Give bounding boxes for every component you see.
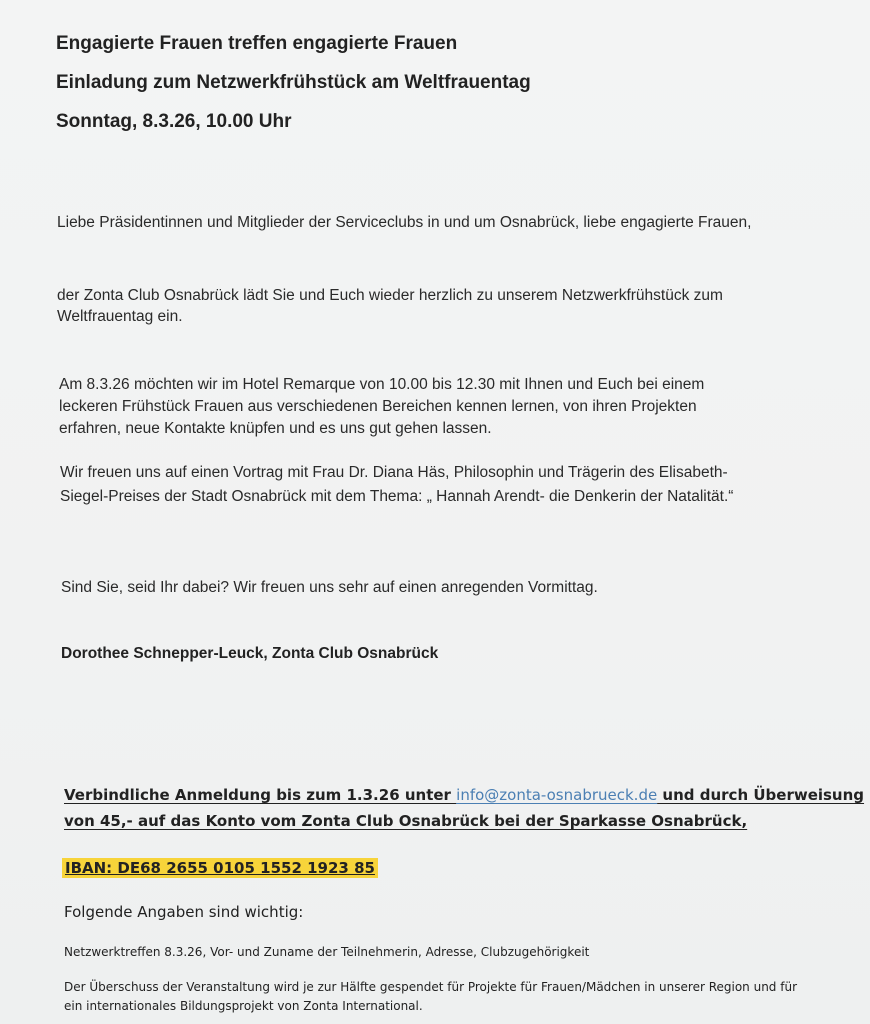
paragraph-invitation-line-2: Weltfrauentag ein. <box>57 308 183 325</box>
heading-subtitle: Einladung zum Netzwerkfrühstück am Weltfrauentag <box>56 72 531 93</box>
paragraph-lecture-line-2: Siegel-Preises der Stadt Osnabrück mit dem Thema: „ Hannah Arendt- die Denkerin der Natalität.“ <box>60 488 734 505</box>
paragraph-invitation-line-1: der Zonta Club Osnabrück lädt Sie und Euch wieder herzlich zu unserem Netzwerkfrühstück zum <box>57 287 723 304</box>
paragraph-event-line-2: leckeren Frühstück Frauen aus verschiedenen Bereichen kennen lernen, von ihren Projekten <box>59 398 697 415</box>
greeting-text: Liebe Präsidentinnen und Mitglieder der Serviceclubs in und um Osnabrück, liebe engagierte Frauen, <box>57 214 752 231</box>
paragraph-event-line-3: erfahren, neue Kontakte knüpfen und es uns gut gehen lassen. <box>59 420 492 437</box>
registration-prefix: Verbindliche Anmeldung bis zum 1.3.26 unter <box>64 786 457 804</box>
paragraph-lecture-line-1: Wir freuen uns auf einen Vortrag mit Frau Dr. Diana Häs, Philosophin und Trägerin des Elisabeth- <box>60 464 728 481</box>
heading-title: Engagierte Frauen treffen engagierte Frauen <box>56 33 458 54</box>
iban-highlight <box>62 858 378 877</box>
registration-suffix: und durch Überweisung <box>657 786 865 804</box>
iban-text: IBAN: DE68 2655 0105 1552 1923 85 <box>62 858 378 878</box>
paragraph-closing: Sind Sie, seid Ihr dabei? Wir freuen uns sehr auf einen anregenden Vormittag. <box>61 579 598 596</box>
registration-line-2: von 45,- auf das Konto vom Zonta Club Osnabrück bei der Sparkasse Osnabrück, <box>64 812 748 830</box>
info-heading: Folgende Angaben sind wichtig: <box>64 903 304 921</box>
surplus-line-1: Der Überschuss der Veranstaltung wird je zur Hälfte gespendet für Projekte für Frauen/Mädchen in unserer Region und für <box>64 980 797 994</box>
email-link[interactable]: info@zonta-osnabrueck.de <box>456 786 658 804</box>
registration-line-1 <box>64 786 864 804</box>
heading-date: Sonntag, 8.3.26, 10.00 Uhr <box>56 111 292 132</box>
signature: Dorothee Schnepper-Leuck, Zonta Club Osnabrück <box>61 645 439 662</box>
info-details: Netzwerktreffen 8.3.26, Vor- und Zuname der Teilnehmerin, Adresse, Clubzugehörigkeit <box>64 945 590 959</box>
surplus-line-2: ein internationales Bildungsprojekt von Zonta International. <box>64 999 423 1013</box>
paragraph-event-line-1: Am 8.3.26 möchten wir im Hotel Remarque von 10.00 bis 12.30 mit Ihnen und Euch bei einem <box>59 376 705 393</box>
